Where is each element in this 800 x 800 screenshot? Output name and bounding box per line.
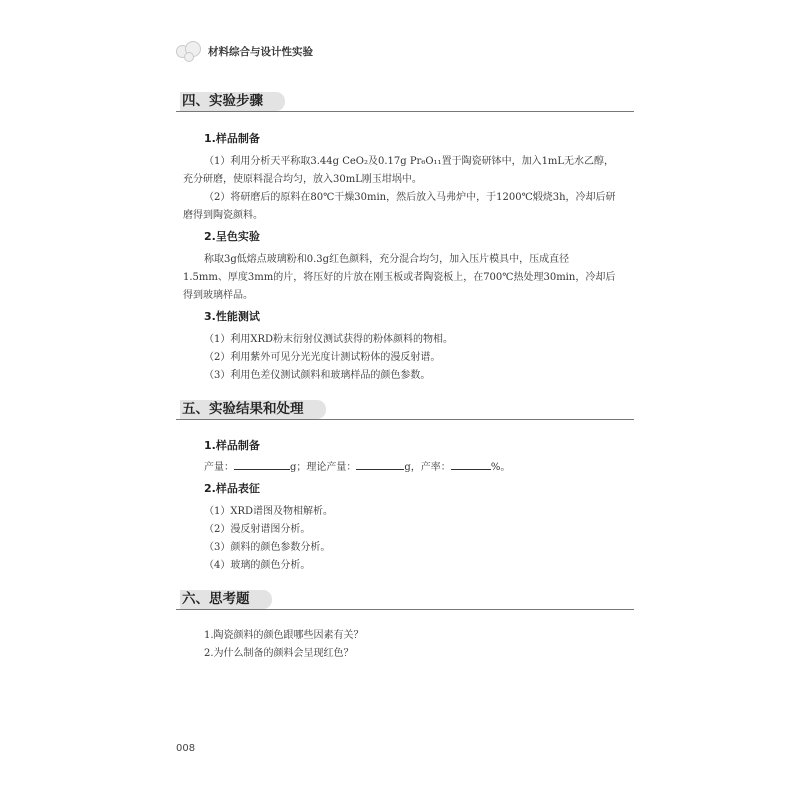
yield-line <box>204 458 510 473</box>
rate-unit: %。 <box>490 462 511 473</box>
subheading-sample-prep: 1.样品制备 <box>204 132 260 145</box>
running-header <box>176 40 313 62</box>
section-heading-steps <box>176 92 634 112</box>
yield-blank[interactable] <box>234 459 290 470</box>
question-item: 2.为什么制备的颜料会呈现红色？ <box>204 648 354 659</box>
paragraph-line: 磨得到陶瓷颜料。 <box>183 210 263 221</box>
yield-unit: g；理论产量： <box>290 462 357 473</box>
section-title: 四、实验步骤 <box>180 92 285 111</box>
list-item: （3）颜料的颜色参数分析。 <box>204 542 331 553</box>
section-title: 五、实验结果和处理 <box>180 400 326 419</box>
divider <box>176 419 634 420</box>
theoretical-yield-blank[interactable] <box>356 459 404 470</box>
header-title: 材料综合与设计性实验 <box>208 45 313 58</box>
bubbles-icon <box>176 41 202 61</box>
list-item: （4）玻璃的颜色分析。 <box>204 560 311 571</box>
yield-label: 产量： <box>204 462 234 473</box>
list-item: （2）漫反射谱图分析。 <box>204 524 311 535</box>
paragraph-line: 充分研磨，使原料混合均匀，放入30mL刚玉坩埚中。 <box>183 174 422 185</box>
section-title: 六、思考题 <box>180 590 272 609</box>
list-item: （3）利用色差仪测试颜料和玻璃样品的颜色参数。 <box>204 370 431 381</box>
list-item: （1）利用XRD粉末衍射仪测试获得的粉体颜料的物相。 <box>204 334 454 345</box>
subheading-color-test: 2.呈色实验 <box>204 230 260 243</box>
paragraph-line: （2）将研磨后的原料在80℃干燥30min，然后放入马弗炉中，于1200℃煅烧3h，冷却后研 <box>204 192 616 203</box>
paragraph-line: 1.5mm、厚度3mm的片，将压好的片放在刚玉板或者陶瓷板上，在700℃热处理30min，冷却后 <box>183 272 616 283</box>
subheading-performance-test: 3.性能测试 <box>204 310 260 323</box>
page-number: 008 <box>176 743 196 754</box>
subheading-sample-prep-results: 1.样品制备 <box>204 439 260 452</box>
list-item: （2）利用紫外可见分光光度计测试粉体的漫反射谱。 <box>204 352 441 363</box>
paragraph-line: 称取3g低熔点玻璃粉和0.3g红色颜料，充分混合均匀，加入压片模具中，压成直径 <box>204 254 570 265</box>
section-heading-results <box>176 400 634 420</box>
paragraph-line: （1）利用分析天平称取3.44g CeO₂及0.17g Pr₆O₁₁置于陶瓷研钵中，加入1mL无水乙醇， <box>204 156 615 167</box>
list-item: （1）XRD谱图及物相解析。 <box>204 506 334 517</box>
theoretical-unit: g，产率： <box>404 462 451 473</box>
paragraph-line: 得到玻璃样品。 <box>183 290 253 301</box>
question-item: 1.陶瓷颜料的颜色跟哪些因素有关？ <box>204 630 364 641</box>
section-heading-questions <box>176 590 634 610</box>
divider <box>176 609 634 610</box>
divider <box>176 111 634 112</box>
rate-blank[interactable] <box>451 459 491 470</box>
subheading-characterization: 2.样品表征 <box>204 482 260 495</box>
